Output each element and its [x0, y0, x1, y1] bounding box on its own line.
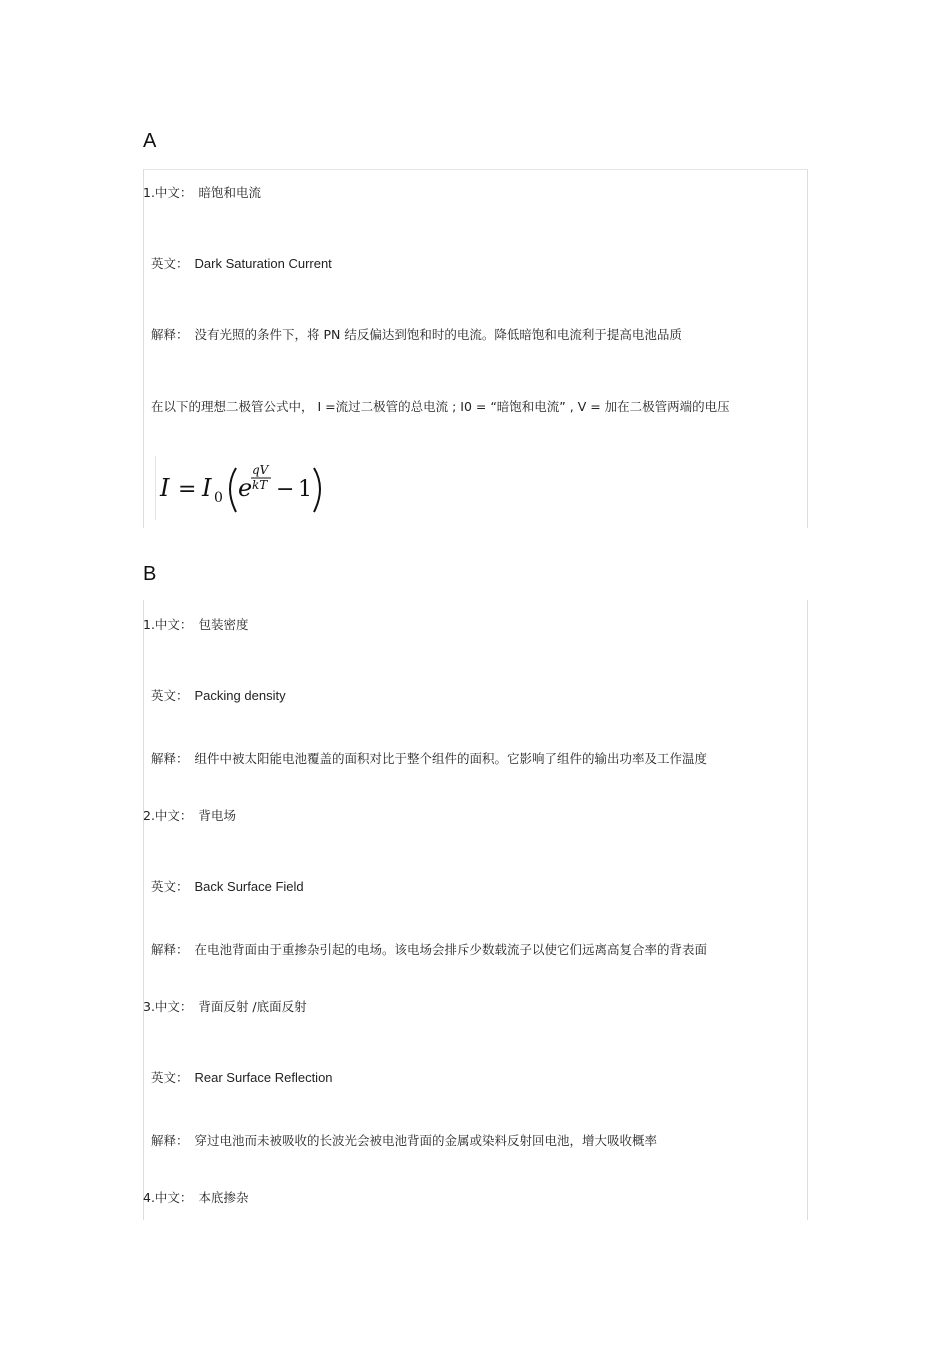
a-item1-chinese	[143, 185, 261, 201]
chinese-term: 背面反射 /底面反射	[198, 999, 307, 1014]
b-item4-chinese	[143, 1190, 248, 1206]
english-label: 英文：	[151, 256, 189, 271]
chinese-label: 1.中文：	[143, 185, 193, 200]
formula-description-text: 在以下的理想二极管公式中， I =流过二极管的总电流 ; I0 = “暗饱和电流” , V = 加在二极管两端的电压	[151, 399, 730, 414]
formula-numerator: qV	[252, 463, 269, 477]
a-item1-english	[151, 256, 332, 272]
formula-denominator: kT	[252, 478, 268, 492]
b-item1-english	[151, 688, 286, 704]
b-item1-chinese	[143, 617, 248, 633]
chinese-term: 背电场	[198, 808, 236, 823]
english-label: 英文：	[151, 688, 189, 703]
formula-e: e	[238, 474, 253, 502]
chinese-term: 本底掺杂	[198, 1190, 249, 1205]
diode-formula-graphic	[156, 456, 336, 520]
chinese-label: 1.中文：	[143, 617, 193, 632]
b-item3-explanation	[151, 1133, 657, 1149]
chinese-label: 4.中文：	[143, 1190, 193, 1205]
explanation-text: 在电池背面由于重掺杂引起的电场。该电场会排斥少数载流子以使它们远离高复合率的背表面	[194, 942, 708, 957]
formula-one: 1	[298, 477, 312, 502]
a-item1-explanation	[151, 327, 682, 343]
explanation-label: 解释：	[151, 1133, 189, 1148]
b-item2-explanation	[151, 942, 707, 958]
chinese-label: 2.中文：	[143, 808, 193, 823]
b-item2-chinese	[143, 808, 236, 824]
section-heading-b: B	[143, 563, 157, 585]
explanation-text: 组件中被太阳能电池覆盖的面积对比于整个组件的面积。它影响了组件的输出功率及工作温度	[194, 751, 708, 766]
formula-right-paren	[314, 468, 320, 512]
explanation-label: 解释：	[151, 751, 189, 766]
b-item2-english	[151, 879, 304, 895]
english-label: 英文：	[151, 879, 189, 894]
english-term: Back Surface Field	[194, 879, 304, 894]
explanation-label: 解释：	[151, 327, 189, 342]
formula-I: I	[160, 474, 170, 502]
formula-subscript-0: 0	[214, 490, 223, 506]
b-item3-chinese	[143, 999, 307, 1015]
english-term: Dark Saturation Current	[194, 256, 332, 271]
formula-left-paren	[230, 468, 236, 512]
chinese-label: 3.中文：	[143, 999, 193, 1014]
explanation-label: 解释：	[151, 942, 189, 957]
english-term: Rear Surface Reflection	[194, 1070, 333, 1085]
english-term: Packing density	[194, 688, 286, 703]
formula-I0: I	[202, 474, 212, 502]
chinese-term: 暗饱和电流	[198, 185, 261, 200]
explanation-text: 没有光照的条件下，将 PN 结反偏达到饱和时的电流。降低暗饱和电流利于提高电池品质	[194, 327, 682, 342]
section-heading-a: A	[143, 130, 157, 152]
explanation-text: 穿过电池而未被吸收的长波光会被电池背面的金属或染料反射回电池，增大吸收概率	[194, 1133, 658, 1148]
diode-formula	[155, 456, 336, 520]
formula-minus: −	[276, 477, 295, 502]
formula-equals: =	[178, 477, 197, 502]
a-formula-description	[151, 399, 730, 415]
english-label: 英文：	[151, 1070, 189, 1085]
chinese-term: 包装密度	[198, 617, 249, 632]
b-item1-explanation	[151, 751, 707, 767]
b-item3-english	[151, 1070, 333, 1086]
